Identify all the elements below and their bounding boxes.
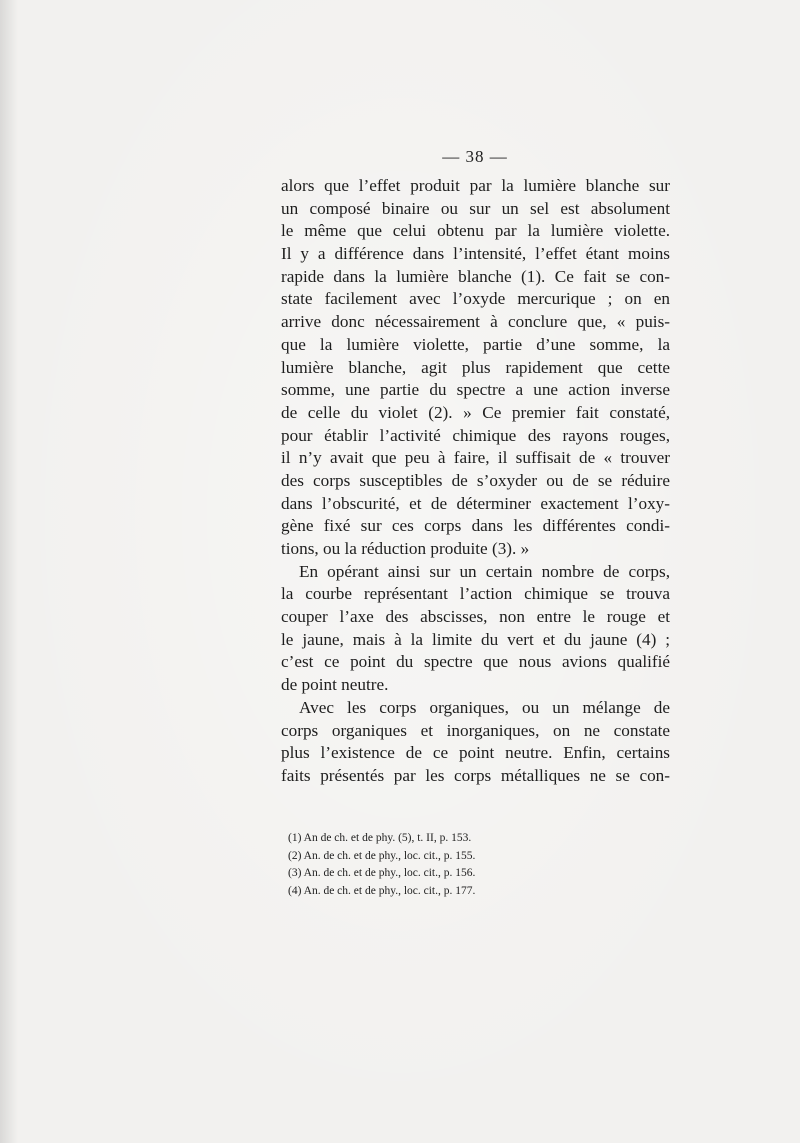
body-text: [281, 175, 670, 788]
footnotes: [288, 830, 475, 900]
footnote: (3) An. de ch. et de phy., loc. cit., p. 156.: [288, 867, 476, 879]
text-line: c’est ce point du spectre que nous avions qualifié: [281, 652, 670, 672]
footnote: (4) An. de ch. et de phy., loc. cit., p. 177.: [288, 884, 476, 897]
text-line: arrive donc nécessairement à conclure que, « puis-: [281, 312, 670, 332]
text-line: faits présentés par les corps métalliques ne se con-: [281, 765, 670, 785]
text-line: Il y a différence dans l’intensité, l’effet étant moins: [281, 244, 670, 264]
text-line: des corps susceptibles de s’oxyder ou de se réduire: [281, 470, 670, 490]
page-number: — 38 —: [442, 147, 508, 166]
text-line: un composé binaire ou sur un sel est absolument: [281, 198, 670, 218]
text-line: Avec les corps organiques, ou un mélange de: [299, 697, 670, 717]
text-line: corps organiques et inorganiques, on ne constate: [281, 720, 670, 740]
text-line: state facilement avec l’oxyde mercurique ; on en: [281, 289, 670, 309]
footnote: (2) An. de ch. et de phy., loc. cit., p. 155.: [288, 849, 476, 862]
text-line: couper l’axe des abscisses, non entre le rouge et: [281, 607, 670, 627]
text-line: tions, ou la réduction produite (3). »: [281, 539, 530, 558]
text-line: En opérant ainsi sur un certain nombre de corps,: [299, 561, 670, 581]
text-line: le jaune, mais à la limite du vert et du jaune (4) ;: [281, 629, 670, 649]
text-line: dans l’obscurité, et de déterminer exactement l’oxy-: [281, 493, 670, 513]
footnote: (1) An de ch. et de phy. (5), t. II, p. 153.: [288, 832, 472, 844]
text-line: gène fixé sur ces corps dans les différentes condi-: [281, 516, 670, 536]
text-line: plus l’existence de ce point neutre. Enfin, certains: [281, 743, 670, 763]
text-line: rapide dans la lumière blanche (1). Ce fait se con-: [281, 266, 670, 286]
text-line: que la lumière violette, partie d’une somme, la: [281, 334, 670, 354]
text-line: de celle du violet (2). » Ce premier fait constaté,: [281, 402, 670, 422]
text-line: pour établir l’activité chimique des rayons rouges,: [281, 425, 670, 445]
text-line: il n’y avait que peu à faire, il suffisait de « trouver: [281, 448, 670, 468]
text-line: de point neutre.: [281, 675, 389, 695]
text-line: le même que celui obtenu par la lumière violette.: [281, 221, 670, 241]
text-line: alors que l’effet produit par la lumière blanche sur: [281, 176, 670, 195]
page-edge-shadow: [0, 0, 18, 1143]
text-line: la courbe représentant l’action chimique se trouva: [281, 584, 670, 604]
text-line: lumière blanche, agit plus rapidement que cette: [281, 357, 670, 377]
text-line: somme, une partie du spectre a une action inverse: [281, 380, 670, 400]
